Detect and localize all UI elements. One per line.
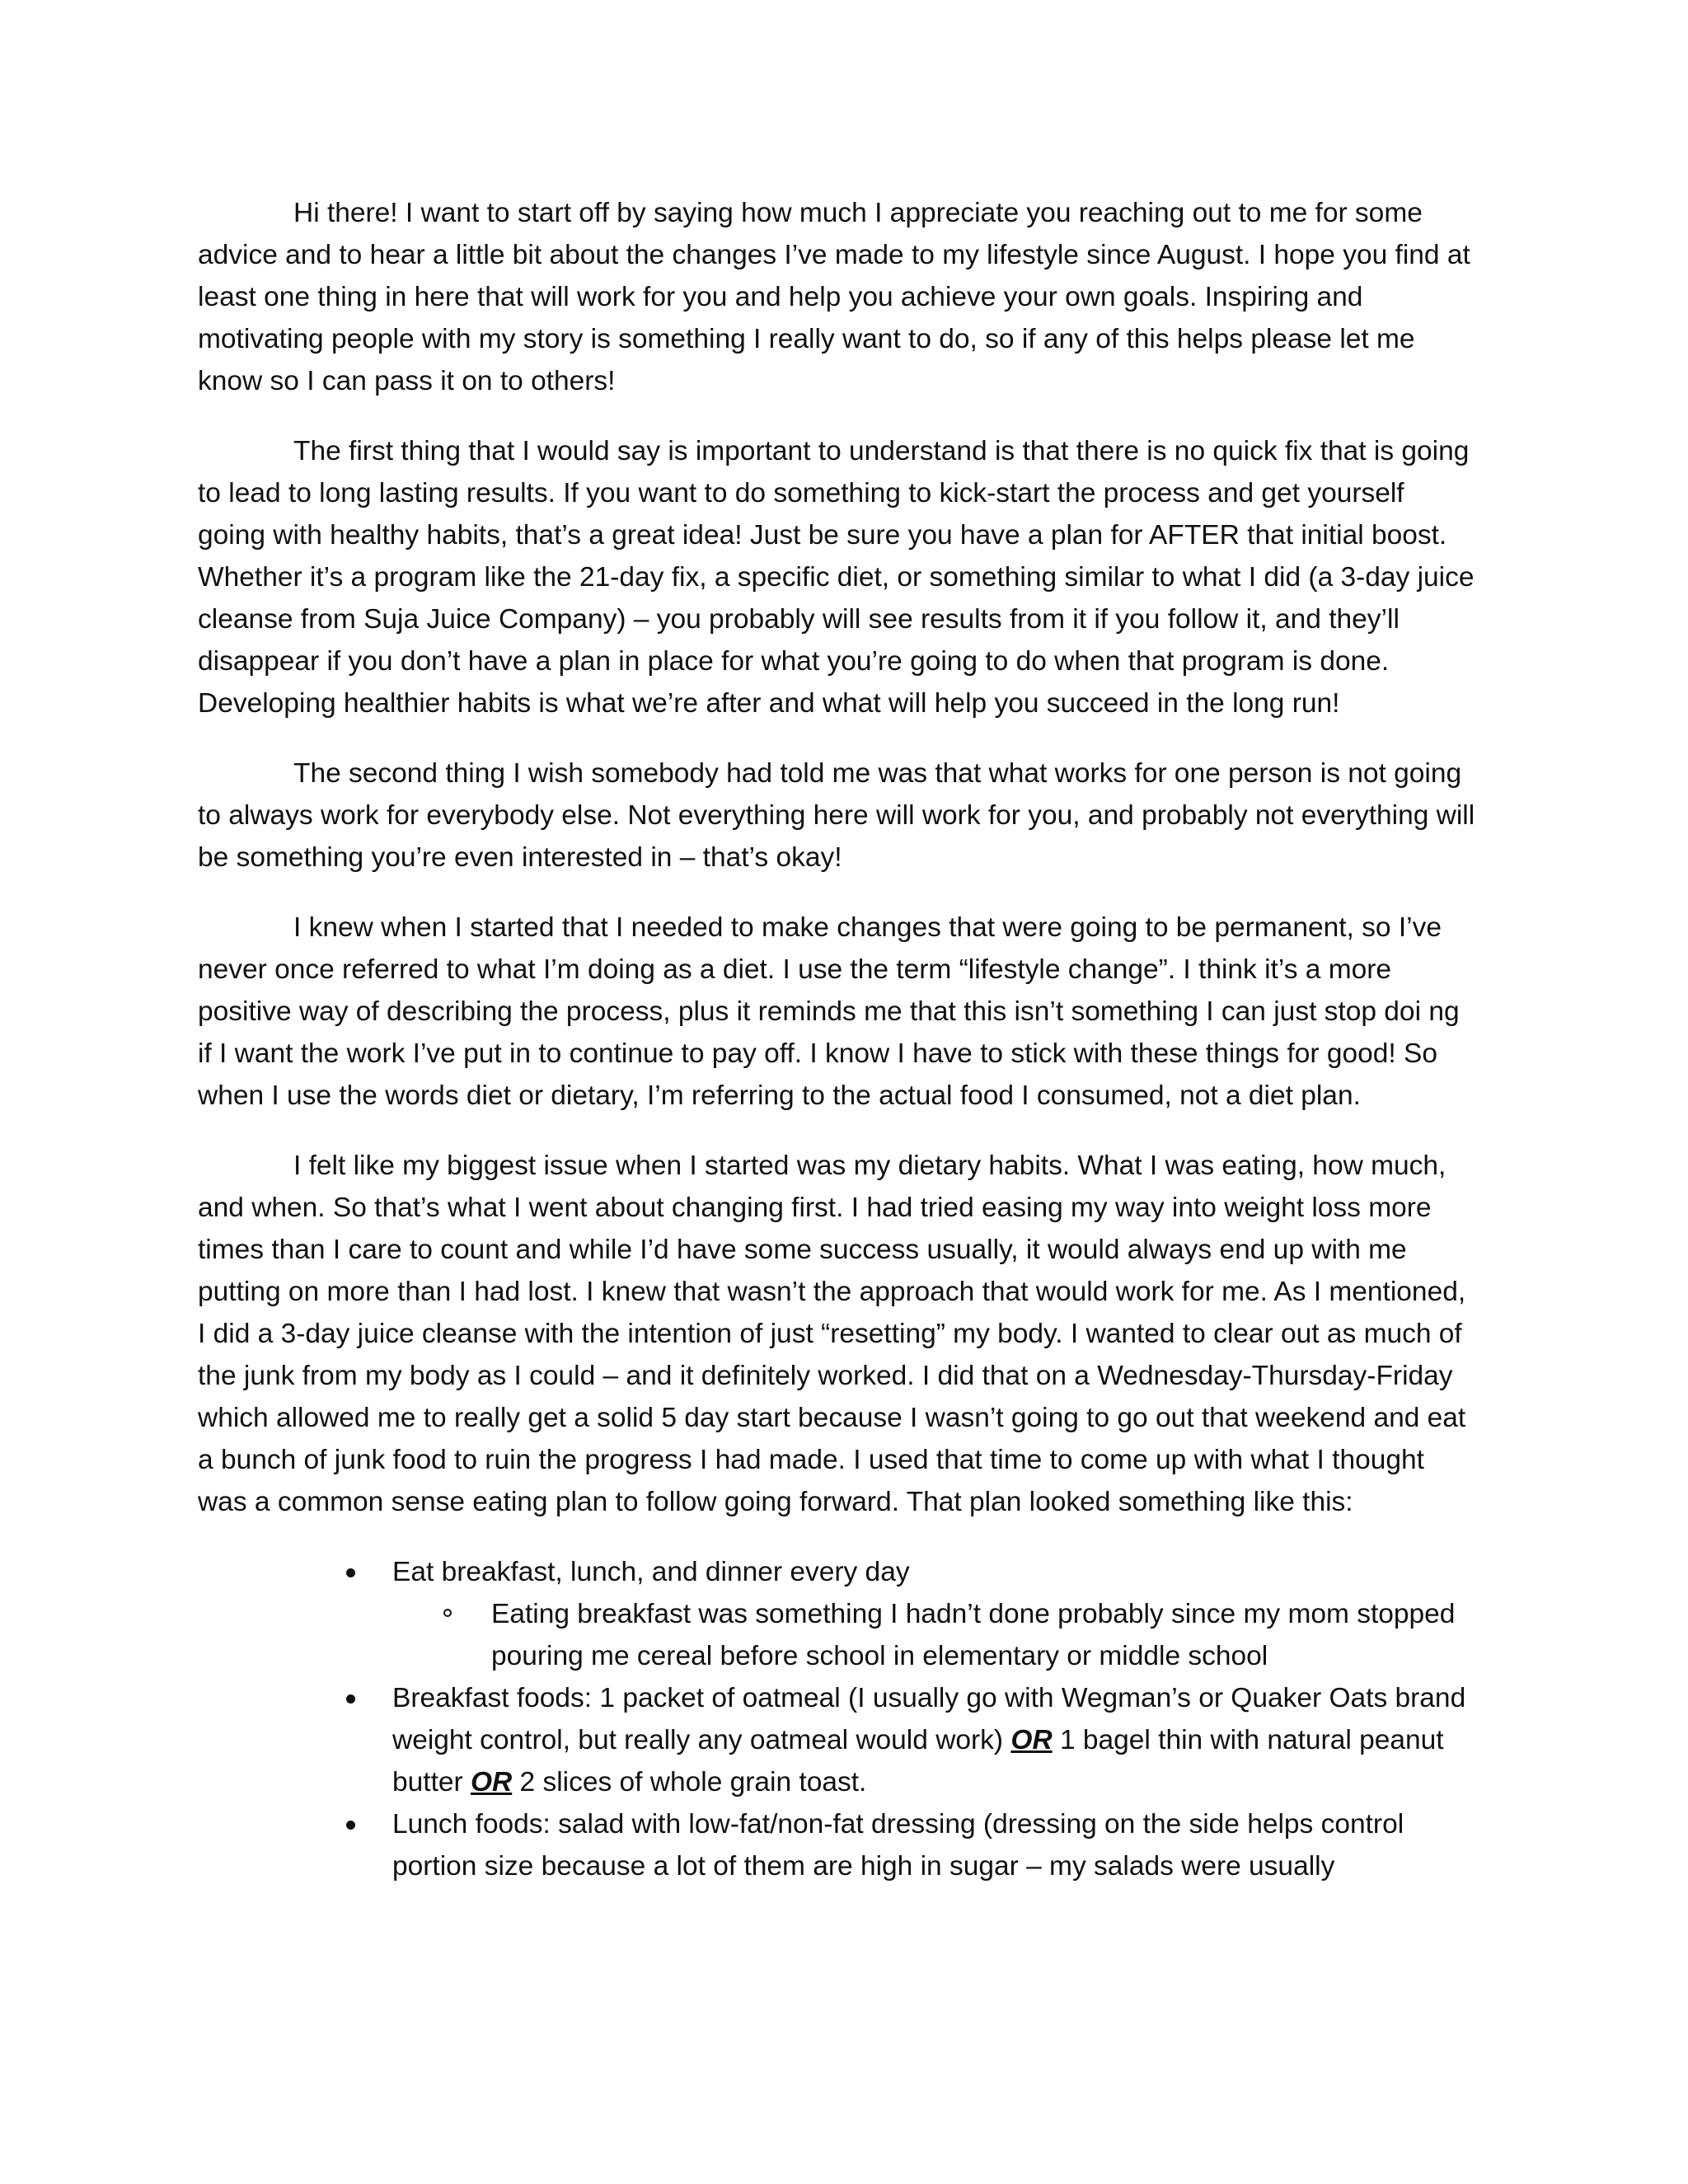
breakfast-text-a: Breakfast foods: 1 packet of oatmeal (I usually go with Wegman’s or Quaker Oats brand weight control, but really any oatmeal would work) (392, 1683, 1466, 1755)
paragraph-lifestyle-change: I knew when I started that I needed to make changes that were going to be permanent, so I’ve never once referred to what I’m doing as a diet. I use the term “lifestyle change”. I think it’s a more positive way of describing the process, plus it reminds me that this isn’t something I can just stop doi ng if I want the work I’ve put in to continue to pay off. I know I have to stick with these things for good! So when I use the words diet or dietary, I’m referring to the actual food I consumed, not a diet plan. (198, 912, 1460, 1111)
list-item (198, 1677, 1475, 1803)
paragraph-intro: Hi there! I want to start off by saying how much I appreciate you reaching out to me for some advice and to hear a little bit about the changes I’ve made to my lifestyle since August. I hope you find at least one thing in here that will work for you and help you achieve your own goals. Inspiring and motivating people with my story is something I really want to do, so if any of this helps please let me know so I can pass it on to others! (198, 198, 1470, 396)
paragraph-what-works: The second thing I wish somebody had told me was that what works for one person is not going to always work for everybody else. Not everything here will work for you, and probably not everything will be something you’re even interested in – that’s okay! (198, 758, 1475, 873)
bullet-icon (346, 1568, 355, 1577)
list-item-text (392, 1683, 1465, 1797)
hollow-bullet-icon (443, 1609, 452, 1617)
list-item-text: Lunch foods: salad with low-fat/non-fat dressing (dressing on the side helps control portion size because a lot of them are high in sugar – my salads were usually (392, 1809, 1404, 1882)
breakfast-text-c: 2 slices of whole grain toast. (512, 1767, 867, 1797)
breakfast-text-b: 1 bagel thin with natural peanut butter (392, 1725, 1444, 1797)
list-item (198, 1551, 1475, 1677)
sub-list-item (392, 1593, 1475, 1677)
eating-plan-list (198, 1551, 1475, 1887)
paragraph-dietary-habits: I felt like my biggest issue when I started was my dietary habits. What I was eating, how much, and when. So that’s what I went about changing first. I had tried easing my way into weight loss more times than I care to count and while I’d have some success usually, it would always end up with me putting on more than I had lost. I knew that wasn’t the approach that would work for me. As I mentioned, I did a 3-day juice cleanse with the intention of just “resetting” my body. I wanted to clear out as much of the junk from my body as I could – and it definitely worked. I did that on a Wednesday-Thursday-Friday which allowed me to really get a solid 5 day start because I wasn’t going to go out that weekend and eat a bunch of junk food to ruin the progress I had made. I used that time to come up with what I thought was a common sense eating plan to follow going forward. That plan looked something like this: (198, 1151, 1466, 1517)
paragraph-no-quick-fix: The first thing that I would say is important to understand is that there is no quick fix that is going to lead to long lasting results. If you want to do something to kick-start the process and get yourself going with healthy habits, that’s a great idea! Just be sure you have a plan for AFTER that initial boost. Whether it’s a program like the 21-day fix, a specific diet, or something similar to what I did (a 3-day juice cleanse from Suja Juice Company) – you probably will see results from it if you follow it, and they’ll disappear if you don’t have a plan in place for what you’re going to do when that program is done. Developing healthier habits is what we’re after and what will help you succeed in the long run! (198, 436, 1475, 719)
bullet-icon (346, 1694, 355, 1704)
list-item (198, 1803, 1475, 1887)
bullet-icon (346, 1821, 355, 1830)
or-emphasis: OR (470, 1767, 513, 1797)
sub-list (392, 1593, 1475, 1677)
sub-list-item-text: Eating breakfast was something I hadn’t done probably since my mom stopped pouring me cereal before school in elementary or middle school (491, 1599, 1456, 1671)
or-emphasis: OR (1010, 1725, 1053, 1755)
list-item-text: Eat breakfast, lunch, and dinner every day (392, 1557, 910, 1587)
